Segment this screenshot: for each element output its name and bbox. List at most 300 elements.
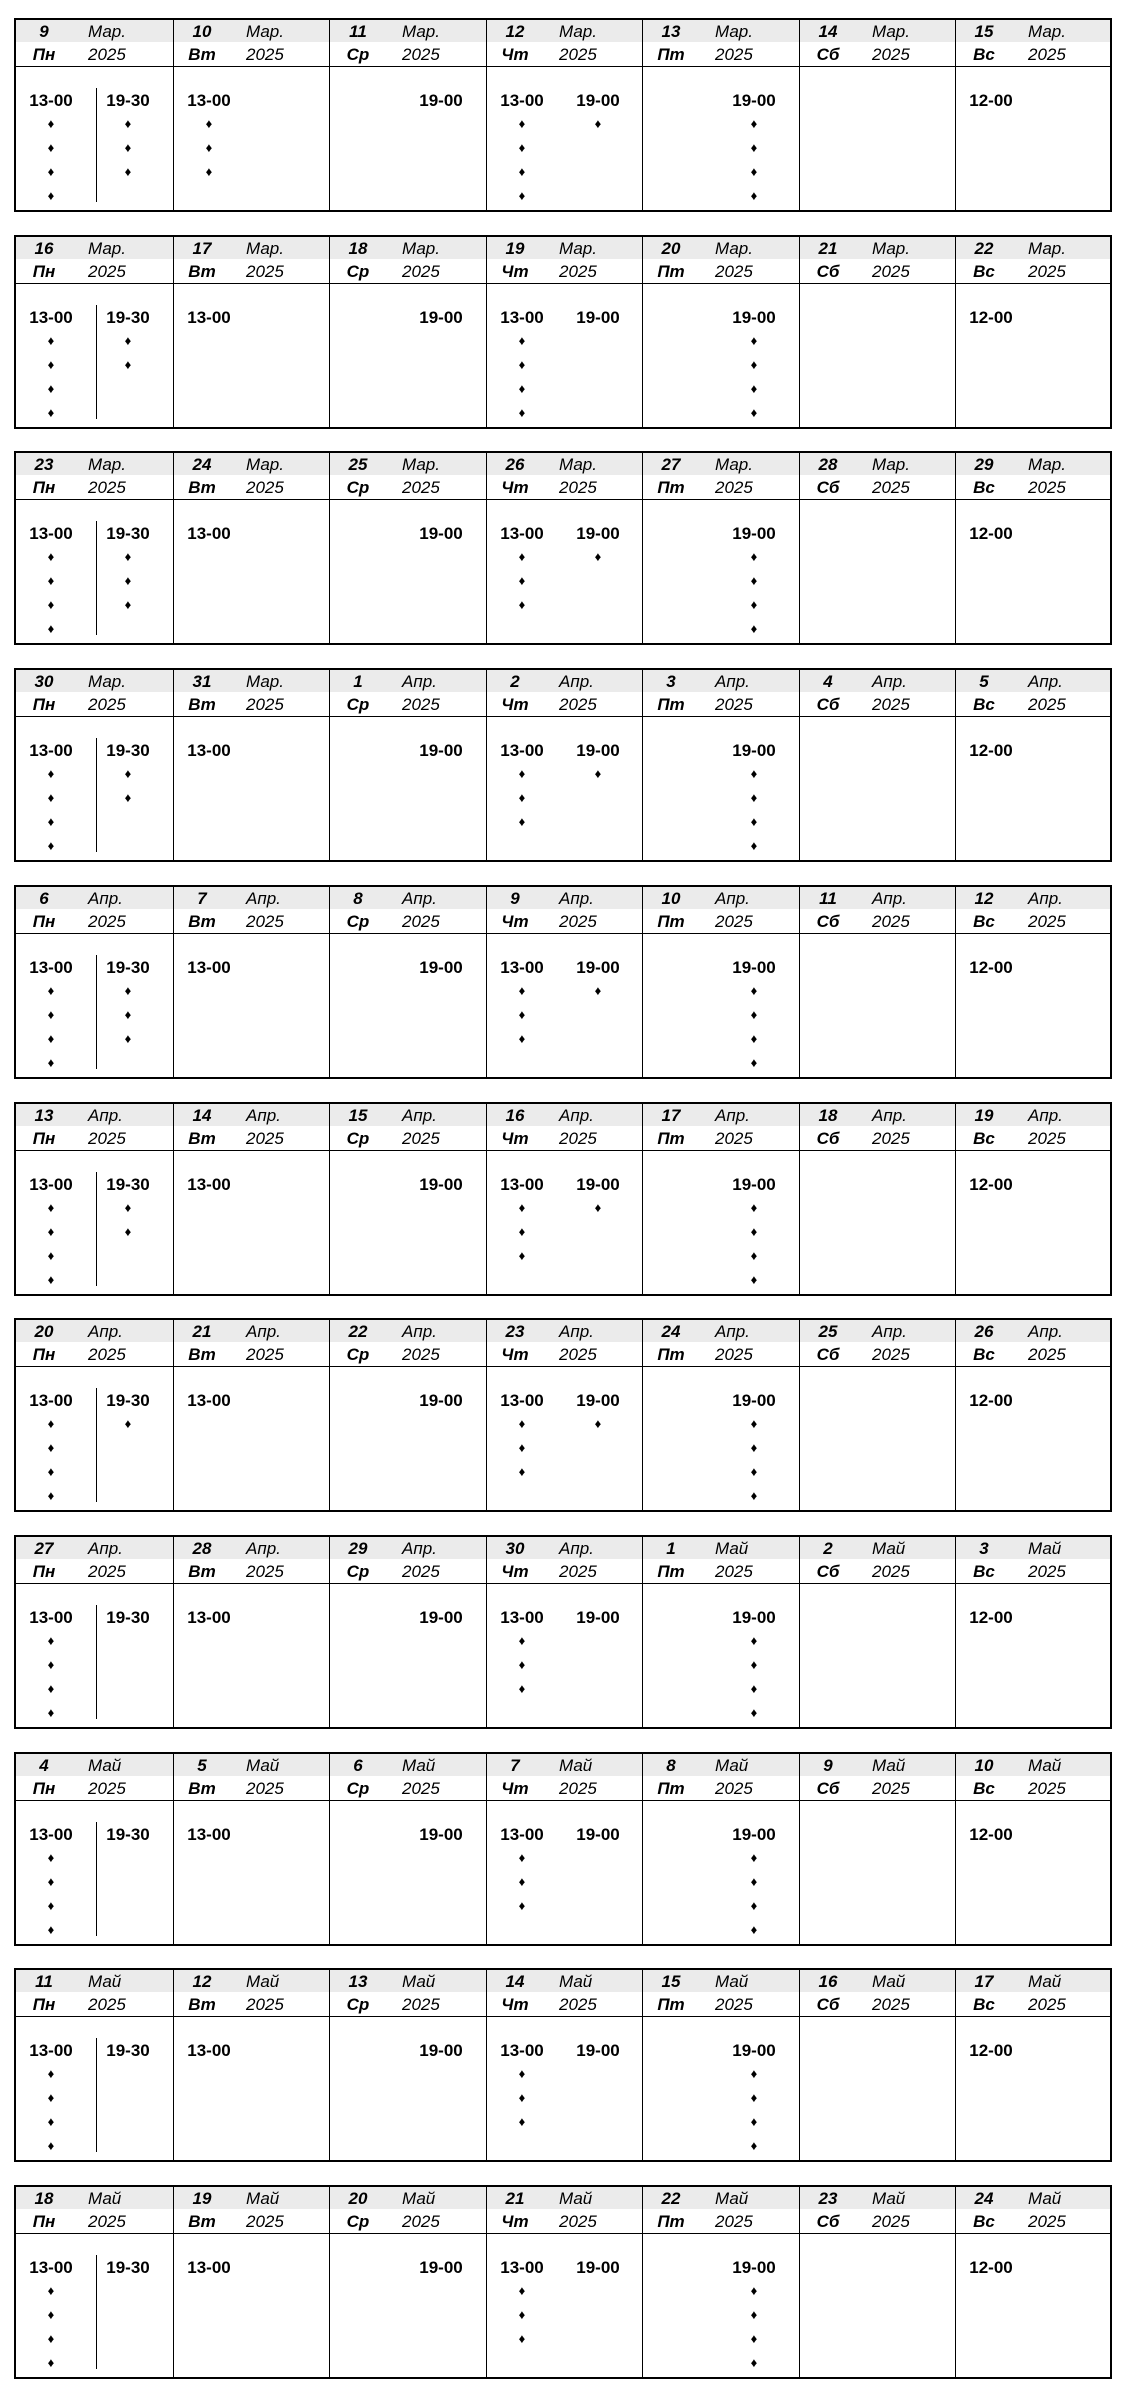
session-slot[interactable] — [410, 90, 480, 112]
weekday-label: Пт — [657, 2212, 685, 2231]
year-label: 2025 — [88, 1995, 126, 2014]
session-slot[interactable] — [410, 1824, 480, 1846]
session-slot[interactable] — [96, 1388, 167, 1502]
diamond-icon: ♦ — [518, 1850, 526, 1865]
weekday-label: Вт — [188, 1562, 216, 1581]
session-slot[interactable] — [723, 740, 793, 858]
year-label: 2025 — [1028, 478, 1066, 497]
diamond-icon: ♦ — [518, 1224, 526, 1239]
session-slot[interactable] — [491, 740, 561, 834]
day-cell[interactable] — [955, 2187, 1110, 2377]
session-slot[interactable] — [96, 955, 167, 1069]
session-slot[interactable] — [178, 1174, 248, 1196]
day-cell[interactable] — [642, 1320, 799, 1510]
year-label: 2025 — [715, 478, 753, 497]
day-number: 12 — [974, 889, 994, 908]
day-number: 20 — [34, 1322, 54, 1341]
diamond-icon: ♦ — [750, 1272, 758, 1287]
month-label: Мар. — [402, 22, 440, 41]
session-slot[interactable] — [723, 1607, 793, 1725]
session-time: 13-00 — [187, 1391, 231, 1410]
session-time: 19-30 — [106, 2041, 150, 2060]
session-slot[interactable] — [178, 307, 248, 329]
day-number: 29 — [348, 1539, 368, 1558]
month-label: Апр. — [88, 1322, 123, 1341]
session-slot[interactable] — [410, 1174, 480, 1196]
session-slot[interactable] — [410, 2040, 480, 2062]
day-cell[interactable] — [16, 1320, 173, 1510]
weekday-label: Чт — [501, 45, 529, 64]
day-cell[interactable] — [173, 453, 329, 643]
day-cell[interactable] — [329, 670, 486, 860]
day-cell[interactable] — [329, 1970, 486, 2160]
day-cell[interactable] — [642, 20, 799, 210]
year-label: 2025 — [872, 45, 910, 64]
day-cell[interactable] — [955, 1104, 1110, 1294]
day-number: 10 — [974, 1756, 994, 1775]
day-cell[interactable] — [329, 20, 486, 210]
day-cell[interactable] — [329, 1537, 486, 1727]
month-label: Май — [872, 1972, 906, 1991]
weekday-label: Чт — [501, 695, 529, 714]
session-slot[interactable] — [567, 307, 637, 329]
day-cell[interactable] — [486, 453, 642, 643]
year-label: 2025 — [872, 2212, 910, 2231]
year-label: 2025 — [402, 695, 440, 714]
month-label: Апр. — [559, 1106, 594, 1125]
session-slot[interactable] — [491, 957, 561, 1051]
session-time: 13-00 — [29, 524, 73, 543]
day-number: 26 — [974, 1322, 994, 1341]
session-slot[interactable] — [178, 523, 248, 545]
day-cell[interactable] — [799, 2187, 955, 2377]
day-cell[interactable] — [486, 2187, 642, 2377]
session-slot[interactable] — [96, 1605, 167, 1719]
day-cell[interactable] — [329, 1104, 486, 1294]
day-cell[interactable] — [16, 1537, 173, 1727]
session-slot[interactable] — [723, 1390, 793, 1508]
day-cell[interactable] — [955, 670, 1110, 860]
session-time: 19-00 — [419, 1608, 463, 1627]
weekday-label: Вт — [188, 695, 216, 714]
diamond-icon: ♦ — [518, 1657, 526, 1672]
session-slot[interactable] — [178, 957, 248, 979]
session-slot[interactable] — [20, 740, 90, 858]
session-slot[interactable] — [96, 738, 167, 852]
session-slot[interactable] — [567, 1824, 637, 1846]
day-cell[interactable] — [799, 1754, 955, 1944]
month-label: Май — [246, 2189, 280, 2208]
session-time: 19-30 — [106, 524, 150, 543]
day-cell[interactable] — [955, 1754, 1110, 1944]
day-number: 19 — [192, 2189, 212, 2208]
day-number: 30 — [505, 1539, 525, 1558]
day-cell[interactable] — [16, 20, 173, 210]
diamond-icon: ♦ — [750, 1055, 758, 1070]
session-time: 19-00 — [419, 1825, 463, 1844]
diamond-icon: ♦ — [518, 1440, 526, 1455]
session-time: 13-00 — [187, 741, 231, 760]
day-cell[interactable] — [173, 1537, 329, 1727]
day-cell[interactable] — [173, 1970, 329, 2160]
year-label: 2025 — [1028, 1995, 1066, 2014]
month-label: Май — [88, 1756, 122, 1775]
diamond-icon: ♦ — [47, 549, 55, 564]
day-cell[interactable] — [16, 670, 173, 860]
day-number: 6 — [353, 1756, 363, 1775]
session-slot[interactable] — [960, 2040, 1030, 2062]
diamond-icon: ♦ — [518, 333, 526, 348]
session-slot[interactable] — [960, 1174, 1030, 1196]
month-label: Мар. — [246, 672, 284, 691]
session-slot[interactable] — [723, 1174, 793, 1292]
year-label: 2025 — [88, 1562, 126, 1581]
month-label: Апр. — [1028, 1106, 1063, 1125]
day-cell[interactable] — [329, 1320, 486, 1510]
year-label: 2025 — [559, 262, 597, 281]
diamond-icon: ♦ — [594, 549, 602, 564]
day-cell[interactable] — [955, 237, 1110, 427]
session-slot[interactable] — [960, 1390, 1030, 1412]
day-number: 6 — [39, 889, 49, 908]
session-slot[interactable] — [20, 90, 90, 208]
day-cell[interactable] — [486, 1320, 642, 1510]
session-slot[interactable] — [178, 1390, 248, 1412]
session-time: 19-00 — [576, 524, 620, 543]
day-cell[interactable] — [486, 20, 642, 210]
session-slot[interactable] — [96, 1172, 167, 1286]
session-slot[interactable] — [491, 90, 561, 208]
session-time: 19-00 — [576, 958, 620, 977]
session-slot[interactable] — [567, 1174, 637, 1220]
day-cell[interactable] — [799, 453, 955, 643]
day-cell[interactable] — [642, 237, 799, 427]
session-time: 19-00 — [576, 1608, 620, 1627]
month-label: Мар. — [1028, 455, 1066, 474]
day-cell[interactable] — [799, 1104, 955, 1294]
day-cell[interactable] — [486, 670, 642, 860]
session-slot[interactable] — [20, 2040, 90, 2158]
diamond-icon: ♦ — [750, 2138, 758, 2153]
year-label: 2025 — [872, 1562, 910, 1581]
session-time: 12-00 — [969, 2041, 1013, 2060]
day-cell[interactable] — [799, 237, 955, 427]
session-slot[interactable] — [491, 523, 561, 617]
week-block — [14, 668, 1112, 862]
session-slot[interactable] — [20, 1607, 90, 1725]
day-cell[interactable] — [486, 1754, 642, 1944]
session-slot[interactable] — [567, 2040, 637, 2062]
day-cell[interactable] — [955, 1320, 1110, 1510]
session-slot[interactable] — [960, 957, 1030, 979]
day-cell[interactable] — [955, 453, 1110, 643]
year-label: 2025 — [872, 912, 910, 931]
weekday-label: Вс — [973, 1562, 995, 1581]
session-slot[interactable] — [960, 307, 1030, 329]
month-label: Май — [872, 1539, 906, 1558]
session-slot[interactable] — [960, 1824, 1030, 1846]
day-cell[interactable] — [486, 1104, 642, 1294]
week-block — [14, 1535, 1112, 1729]
session-time: 13-00 — [29, 308, 73, 327]
day-cell[interactable] — [16, 1970, 173, 2160]
month-label: Мар. — [246, 455, 284, 474]
day-cell[interactable] — [329, 2187, 486, 2377]
session-time: 19-30 — [106, 2258, 150, 2277]
diamond-icon: ♦ — [47, 1248, 55, 1263]
month-label: Апр. — [715, 889, 750, 908]
session-slot[interactable] — [491, 1824, 561, 1918]
day-number: 21 — [505, 2189, 525, 2208]
session-time: 12-00 — [969, 741, 1013, 760]
day-number: 19 — [505, 239, 525, 258]
session-slot[interactable] — [410, 307, 480, 329]
session-slot[interactable] — [410, 957, 480, 979]
month-label: Апр. — [559, 889, 594, 908]
session-slot[interactable] — [20, 957, 90, 1075]
day-cell[interactable] — [799, 1970, 955, 2160]
day-cell[interactable] — [173, 887, 329, 1077]
day-cell[interactable] — [329, 237, 486, 427]
session-slot[interactable] — [960, 90, 1030, 112]
weekday-label: Сб — [816, 1779, 840, 1798]
session-slot[interactable] — [567, 1390, 637, 1436]
month-label: Мар. — [559, 455, 597, 474]
month-label: Апр. — [715, 672, 750, 691]
day-number: 13 — [348, 1972, 368, 1991]
session-slot[interactable] — [491, 307, 561, 425]
day-number: 9 — [823, 1756, 833, 1775]
session-slot[interactable] — [20, 1174, 90, 1292]
session-slot[interactable] — [96, 305, 167, 419]
day-cell[interactable] — [799, 1320, 955, 1510]
day-cell[interactable] — [329, 453, 486, 643]
month-label: Мар. — [88, 672, 126, 691]
day-number: 26 — [505, 455, 525, 474]
day-cell[interactable] — [16, 453, 173, 643]
day-cell[interactable] — [642, 1537, 799, 1727]
session-slot[interactable] — [723, 90, 793, 208]
session-slot[interactable] — [96, 1822, 167, 1936]
day-cell[interactable] — [173, 2187, 329, 2377]
year-label: 2025 — [88, 262, 126, 281]
diamond-icon: ♦ — [518, 381, 526, 396]
session-slot[interactable] — [567, 523, 637, 569]
session-slot[interactable] — [723, 2257, 793, 2375]
day-number: 23 — [505, 1322, 525, 1341]
diamond-icon: ♦ — [47, 1224, 55, 1239]
session-slot[interactable] — [178, 2257, 248, 2279]
diamond-icon: ♦ — [47, 1272, 55, 1287]
session-time: 19-00 — [732, 1391, 776, 1410]
month-label: Май — [559, 1756, 593, 1775]
year-label: 2025 — [559, 1562, 597, 1581]
session-slot[interactable] — [20, 1824, 90, 1942]
session-slot[interactable] — [410, 740, 480, 762]
day-number: 11 — [819, 889, 837, 908]
weekday-label: Сб — [816, 1345, 840, 1364]
session-slot[interactable] — [567, 90, 637, 136]
day-cell[interactable] — [173, 1104, 329, 1294]
week-block — [14, 2185, 1112, 2379]
month-label: Мар. — [715, 22, 753, 41]
session-slot[interactable] — [96, 2038, 167, 2152]
day-cell[interactable] — [16, 2187, 173, 2377]
day-cell[interactable] — [799, 1537, 955, 1727]
session-slot[interactable] — [567, 957, 637, 1003]
day-cell[interactable] — [173, 1320, 329, 1510]
session-slot[interactable] — [178, 1607, 248, 1629]
session-slot[interactable] — [567, 2257, 637, 2279]
session-slot[interactable] — [178, 90, 248, 184]
day-cell[interactable] — [486, 1970, 642, 2160]
diamond-icon: ♦ — [47, 2331, 55, 2346]
session-slot[interactable] — [96, 88, 167, 202]
month-label: Мар. — [1028, 239, 1066, 258]
session-time: 19-00 — [419, 2041, 463, 2060]
session-slot[interactable] — [723, 523, 793, 641]
session-slot[interactable] — [723, 957, 793, 1075]
session-slot[interactable] — [178, 2040, 248, 2062]
day-cell[interactable] — [329, 1754, 486, 1944]
weekday-label: Пн — [32, 912, 56, 931]
session-slot[interactable] — [491, 1607, 561, 1701]
session-slot[interactable] — [960, 2257, 1030, 2279]
day-cell[interactable] — [799, 887, 955, 1077]
day-cell[interactable] — [486, 237, 642, 427]
day-number: 15 — [974, 22, 994, 41]
day-number: 22 — [348, 1322, 368, 1341]
day-cell[interactable] — [642, 670, 799, 860]
weekday-label: Пн — [32, 1995, 56, 2014]
session-slot[interactable] — [491, 2040, 561, 2134]
session-slot[interactable] — [960, 740, 1030, 762]
month-label: Май — [246, 1756, 280, 1775]
day-cell[interactable] — [642, 1754, 799, 1944]
day-cell[interactable] — [955, 20, 1110, 210]
session-slot[interactable] — [960, 1607, 1030, 1629]
day-number: 3 — [979, 1539, 989, 1558]
session-slot[interactable] — [960, 523, 1030, 545]
session-time: 13-00 — [500, 2041, 544, 2060]
session-slot[interactable] — [20, 307, 90, 425]
day-number: 17 — [192, 239, 212, 258]
month-label: Мар. — [872, 22, 910, 41]
day-cell[interactable] — [173, 1754, 329, 1944]
day-cell[interactable] — [642, 887, 799, 1077]
day-cell[interactable] — [955, 1970, 1110, 2160]
session-slot[interactable] — [20, 523, 90, 641]
day-cell[interactable] — [799, 20, 955, 210]
day-cell[interactable] — [642, 453, 799, 643]
day-cell[interactable] — [173, 20, 329, 210]
diamond-icon: ♦ — [750, 1633, 758, 1648]
day-cell[interactable] — [799, 670, 955, 860]
session-slot[interactable] — [491, 1390, 561, 1484]
session-slot[interactable] — [491, 2257, 561, 2351]
weekday-label: Пт — [657, 1779, 685, 1798]
day-cell[interactable] — [329, 887, 486, 1077]
weekday-label: Пн — [32, 478, 56, 497]
day-number: 13 — [661, 22, 681, 41]
year-label: 2025 — [559, 478, 597, 497]
day-cell[interactable] — [642, 2187, 799, 2377]
day-cell[interactable] — [955, 887, 1110, 1077]
session-slot[interactable] — [178, 1824, 248, 1846]
session-slot[interactable] — [491, 1174, 561, 1268]
day-cell[interactable] — [486, 1537, 642, 1727]
diamond-icon: ♦ — [518, 2114, 526, 2129]
day-cell[interactable] — [955, 1537, 1110, 1727]
day-number: 8 — [666, 1756, 676, 1775]
session-slot[interactable] — [410, 523, 480, 545]
diamond-icon: ♦ — [750, 2114, 758, 2129]
session-slot[interactable] — [96, 2255, 167, 2369]
day-cell[interactable] — [173, 237, 329, 427]
day-cell[interactable] — [173, 670, 329, 860]
session-slot[interactable] — [567, 740, 637, 786]
session-slot[interactable] — [567, 1607, 637, 1629]
session-slot[interactable] — [723, 1824, 793, 1942]
year-label: 2025 — [715, 1345, 753, 1364]
month-label: Май — [1028, 2189, 1062, 2208]
day-cell[interactable] — [16, 887, 173, 1077]
diamond-icon: ♦ — [750, 790, 758, 805]
session-time: 19-00 — [732, 308, 776, 327]
year-label: 2025 — [88, 695, 126, 714]
session-time: 13-00 — [500, 2258, 544, 2277]
weekday-label: Вс — [973, 262, 995, 281]
session-slot[interactable] — [178, 740, 248, 762]
session-slot[interactable] — [410, 1607, 480, 1629]
day-number: 2 — [823, 1539, 833, 1558]
week-block — [14, 451, 1112, 645]
session-slot[interactable] — [20, 2257, 90, 2375]
session-slot[interactable] — [410, 2257, 480, 2279]
day-number: 30 — [34, 672, 54, 691]
day-number: 24 — [974, 2189, 994, 2208]
day-cell[interactable] — [642, 1970, 799, 2160]
session-slot[interactable] — [96, 521, 167, 635]
weekday-label: Вс — [973, 1129, 995, 1148]
day-cell[interactable] — [16, 1104, 173, 1294]
session-slot[interactable] — [20, 1390, 90, 1508]
day-cell[interactable] — [642, 1104, 799, 1294]
diamond-icon: ♦ — [124, 1200, 132, 1215]
diamond-icon: ♦ — [518, 1633, 526, 1648]
month-label: Мар. — [402, 239, 440, 258]
session-slot[interactable] — [723, 2040, 793, 2158]
session-slot[interactable] — [723, 307, 793, 425]
month-label: Апр. — [88, 889, 123, 908]
diamond-icon: ♦ — [518, 2283, 526, 2298]
diamond-icon: ♦ — [47, 1488, 55, 1503]
week-block — [14, 1318, 1112, 1512]
month-label: Мар. — [715, 455, 753, 474]
year-label: 2025 — [402, 1562, 440, 1581]
session-slot[interactable] — [410, 1390, 480, 1412]
day-cell[interactable] — [486, 887, 642, 1077]
year-label: 2025 — [246, 695, 284, 714]
session-time: 13-00 — [500, 1391, 544, 1410]
diamond-icon: ♦ — [47, 140, 55, 155]
diamond-icon: ♦ — [518, 2090, 526, 2105]
diamond-icon: ♦ — [518, 549, 526, 564]
day-cell[interactable] — [16, 1754, 173, 1944]
day-cell[interactable] — [16, 237, 173, 427]
session-time: 19-30 — [106, 958, 150, 977]
session-time: 19-00 — [732, 958, 776, 977]
